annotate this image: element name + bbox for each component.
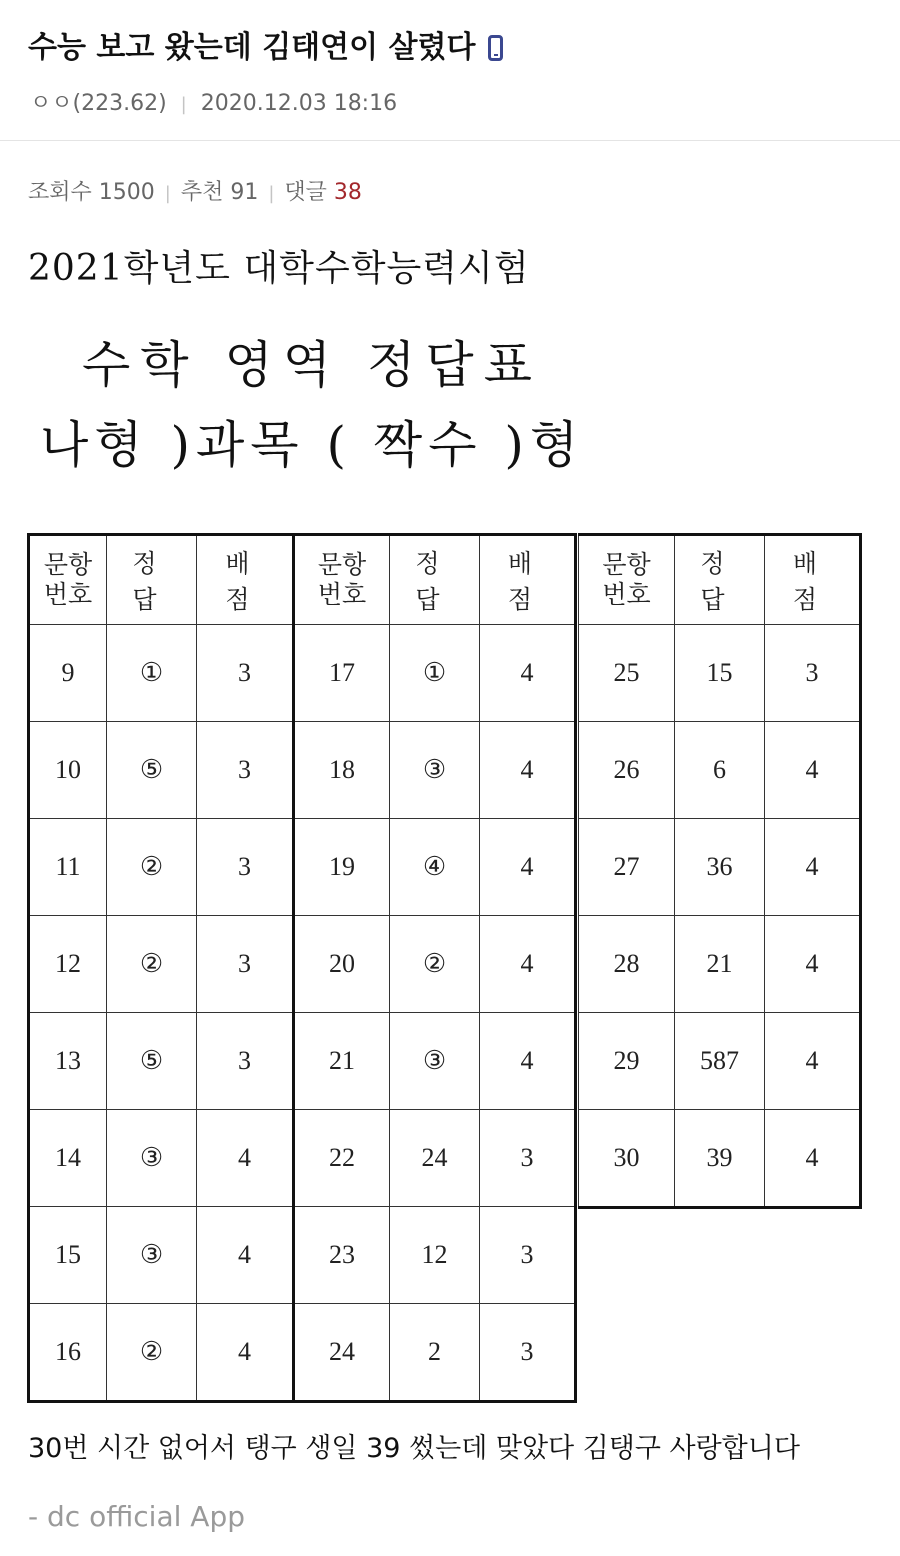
exam-heading: 2021학년도 대학수학능력시험 xyxy=(28,248,530,289)
comment-count: 38 xyxy=(333,180,362,205)
post-title-text: 수능 보고 왔는데 김태연이 살렸다 xyxy=(28,30,476,65)
score-value: 3 xyxy=(480,1110,576,1207)
score-value: 4 xyxy=(480,722,576,819)
header-line: 번호 xyxy=(602,580,651,609)
header-line: 문항 xyxy=(602,550,651,579)
post-title xyxy=(28,22,503,66)
answer-value: ⑤ xyxy=(107,1013,197,1110)
score-value: 4 xyxy=(765,722,861,819)
score-value: 3 xyxy=(197,819,293,916)
answer-table-3 xyxy=(578,533,862,1209)
answer-value: 6 xyxy=(675,722,765,819)
score-value: 3 xyxy=(197,1013,293,1110)
table-row xyxy=(294,916,576,1013)
table-row xyxy=(294,1304,576,1402)
table-row xyxy=(29,1304,293,1402)
answer-value: 2 xyxy=(390,1304,480,1402)
question-number: 29 xyxy=(579,1013,675,1110)
score-value: 4 xyxy=(480,1013,576,1110)
answer-value: ② xyxy=(107,819,197,916)
table-header-row xyxy=(29,535,293,625)
score-value: 4 xyxy=(480,819,576,916)
answer-value: ② xyxy=(107,916,197,1013)
score-header: 배 점 xyxy=(765,535,861,625)
author-name[interactable]: ㅇㅇ(223.62) xyxy=(30,91,167,116)
table-row xyxy=(579,722,861,819)
table-row xyxy=(294,722,576,819)
question-number: 28 xyxy=(579,916,675,1013)
question-number: 12 xyxy=(29,916,107,1013)
table-row xyxy=(579,1013,861,1110)
question-number: 30 xyxy=(579,1110,675,1208)
score-value: 4 xyxy=(765,1013,861,1110)
answer-table-1 xyxy=(27,533,293,1403)
comment-label: 댓글 xyxy=(284,180,327,205)
question-number: 27 xyxy=(579,819,675,916)
table-header-row xyxy=(294,535,576,625)
question-number: 26 xyxy=(579,722,675,819)
table-row xyxy=(294,1013,576,1110)
post-header xyxy=(0,0,900,141)
header-line: 문항 xyxy=(317,550,367,579)
score-value: 4 xyxy=(197,1110,293,1207)
score-value: 3 xyxy=(197,722,293,819)
answer-value: 21 xyxy=(675,916,765,1013)
score-value: 3 xyxy=(197,916,293,1013)
answer-value: ② xyxy=(390,916,480,1013)
score-value: 4 xyxy=(197,1207,293,1304)
score-header: 배 점 xyxy=(480,535,576,625)
question-number: 15 xyxy=(29,1207,107,1304)
answer-value: 24 xyxy=(390,1110,480,1207)
post-date: 2020.12.03 18:16 xyxy=(200,91,398,116)
mobile-icon xyxy=(488,35,503,61)
table-header-row xyxy=(579,535,861,625)
answer-value: 587 xyxy=(675,1013,765,1110)
question-number-header xyxy=(294,535,390,625)
question-number-header xyxy=(29,535,107,625)
table-row xyxy=(579,1110,861,1208)
score-value: 3 xyxy=(480,1207,576,1304)
answer-value: 36 xyxy=(675,819,765,916)
table-row xyxy=(29,1207,293,1304)
table-row xyxy=(579,916,861,1013)
score-value: 4 xyxy=(197,1304,293,1402)
answer-value: ⑤ xyxy=(107,722,197,819)
answer-value: ① xyxy=(107,625,197,722)
question-number: 21 xyxy=(294,1013,390,1110)
question-number: 24 xyxy=(294,1304,390,1402)
score-value: 3 xyxy=(480,1304,576,1402)
post-stats xyxy=(28,175,362,206)
score-value: 4 xyxy=(765,916,861,1013)
question-number: 22 xyxy=(294,1110,390,1207)
comment-link[interactable] xyxy=(284,180,362,205)
divider: | xyxy=(268,183,275,204)
answer-value: 15 xyxy=(675,625,765,722)
table-row xyxy=(294,1207,576,1304)
answer-header: 정 답 xyxy=(675,535,765,625)
post-meta xyxy=(30,86,397,117)
question-number-header xyxy=(579,535,675,625)
divider: | xyxy=(180,94,187,115)
view-count: 조회수 1500 xyxy=(28,180,155,205)
answer-value: ④ xyxy=(390,819,480,916)
table-row xyxy=(579,625,861,722)
answer-value: ② xyxy=(107,1304,197,1402)
table-row xyxy=(29,625,293,722)
question-number: 9 xyxy=(29,625,107,722)
table-row xyxy=(29,722,293,819)
question-number: 16 xyxy=(29,1304,107,1402)
answer-value: ① xyxy=(390,625,480,722)
answer-header: 정 답 xyxy=(107,535,197,625)
exam-subject: 수학 영역 정답표 xyxy=(82,336,542,394)
table-row xyxy=(29,916,293,1013)
question-number: 14 xyxy=(29,1110,107,1207)
score-value: 4 xyxy=(765,819,861,916)
score-value: 3 xyxy=(197,625,293,722)
question-number: 11 xyxy=(29,819,107,916)
question-number: 17 xyxy=(294,625,390,722)
answer-value: ③ xyxy=(390,1013,480,1110)
divider: | xyxy=(164,183,171,204)
answer-value: ③ xyxy=(390,722,480,819)
answer-header: 정 답 xyxy=(390,535,480,625)
header-line: 번호 xyxy=(317,580,367,609)
score-value: 3 xyxy=(765,625,861,722)
score-value: 4 xyxy=(480,625,576,722)
score-header: 배 점 xyxy=(197,535,293,625)
question-number: 13 xyxy=(29,1013,107,1110)
question-number: 20 xyxy=(294,916,390,1013)
post-body-text: 30번 시간 없어서 탱구 생일 39 썼는데 맞았다 김탱구 사랑합니다 xyxy=(28,1433,800,1464)
question-number: 10 xyxy=(29,722,107,819)
score-value: 4 xyxy=(480,916,576,1013)
answer-value: 12 xyxy=(390,1207,480,1304)
app-signature: - dc official App xyxy=(28,1500,245,1533)
question-number: 19 xyxy=(294,819,390,916)
exam-type: 나형 )과목 ( 짝수 )형 xyxy=(40,416,585,474)
header-line: 문항 xyxy=(43,550,93,579)
table-row xyxy=(29,1013,293,1110)
answer-value: ③ xyxy=(107,1207,197,1304)
table-row xyxy=(294,1110,576,1207)
answer-value: 39 xyxy=(675,1110,765,1208)
answer-table-2 xyxy=(292,533,577,1403)
header-line: 번호 xyxy=(43,580,93,609)
table-row xyxy=(29,1110,293,1207)
recommend-count: 추천 91 xyxy=(180,180,259,205)
table-row xyxy=(579,819,861,916)
table-row xyxy=(294,625,576,722)
question-number: 18 xyxy=(294,722,390,819)
question-number: 25 xyxy=(579,625,675,722)
table-row xyxy=(294,819,576,916)
score-value: 4 xyxy=(765,1110,861,1208)
table-row xyxy=(29,819,293,916)
answer-value: ③ xyxy=(107,1110,197,1207)
question-number: 23 xyxy=(294,1207,390,1304)
